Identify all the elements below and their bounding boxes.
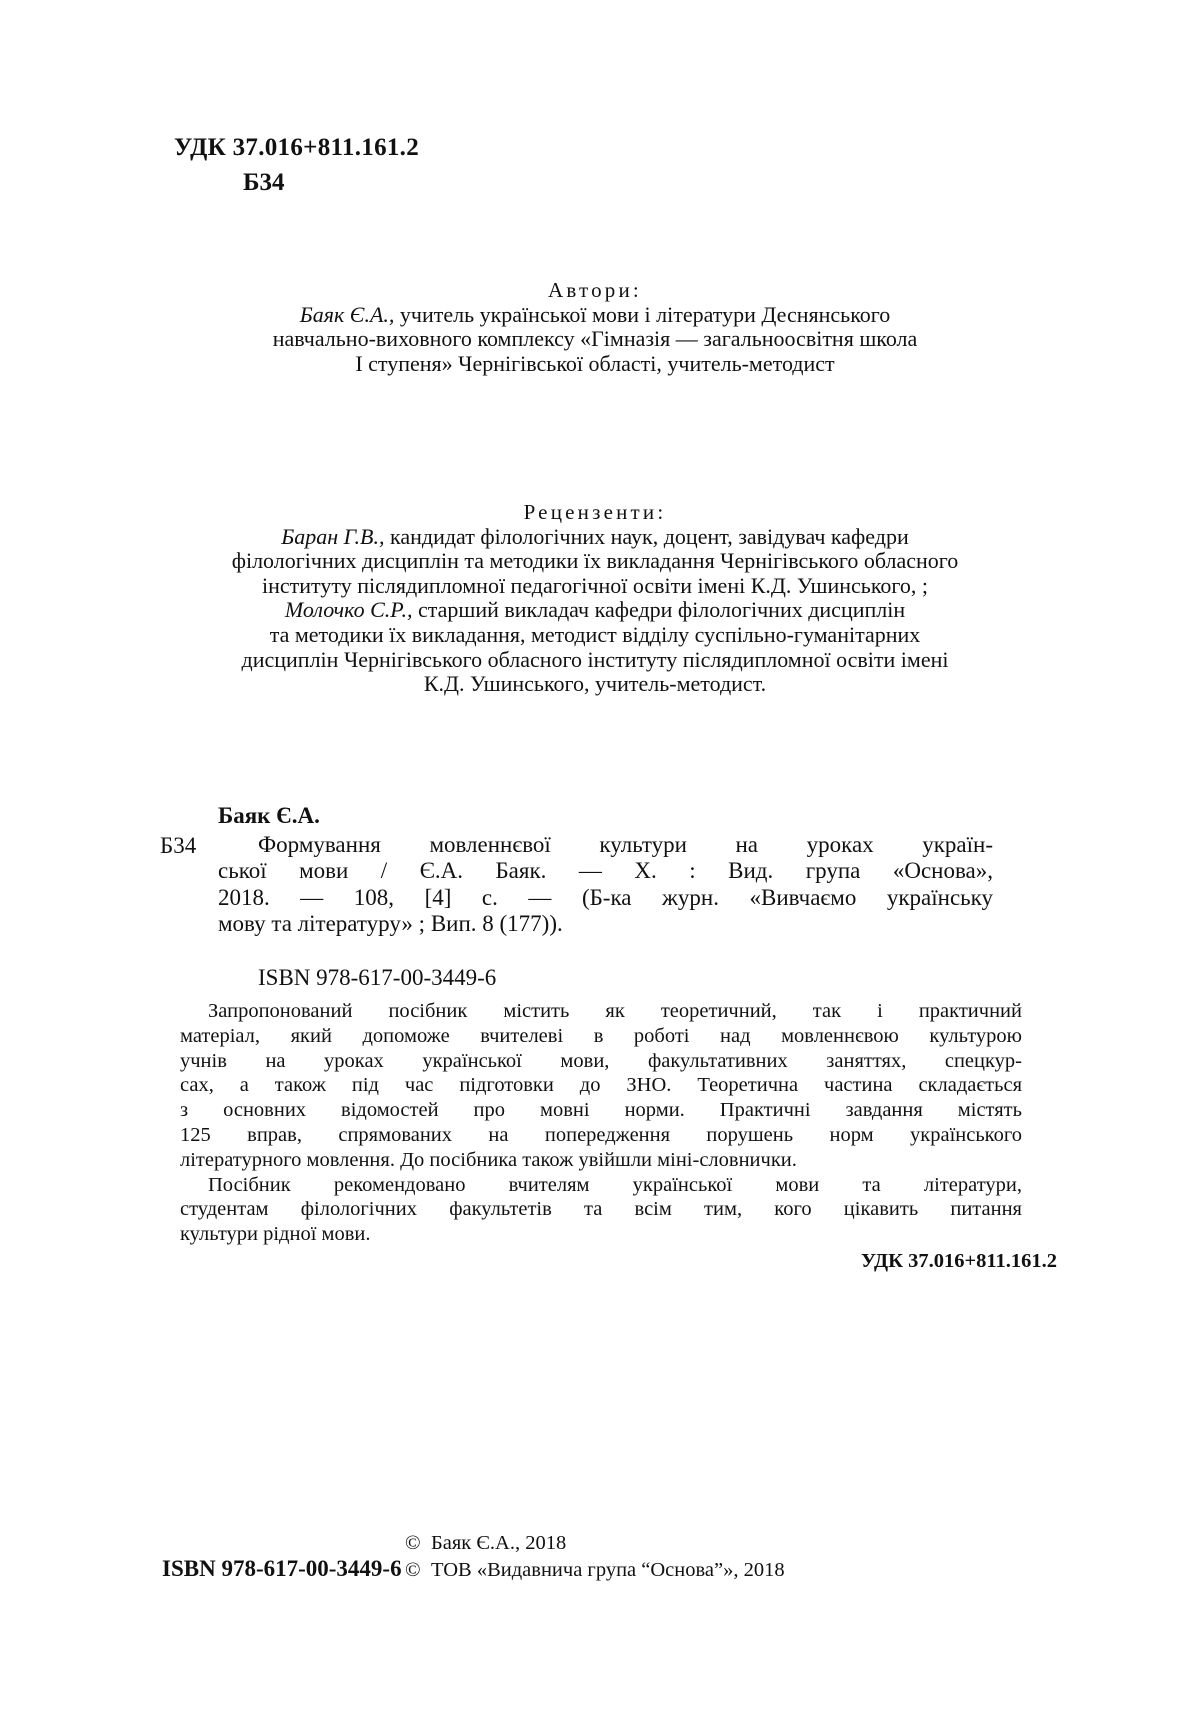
isbn-bottom: ISBN 978-617-00-3449-6 (162, 1556, 402, 1581)
abstract-line: культури рідної мови. (180, 1223, 371, 1246)
reviewer-line: інституту післядипломної педагогічної освіти імені К.Д. Ушинського, ; (262, 572, 928, 598)
reviewer-description: старший викладач кафедри філологічних дисциплін (412, 597, 906, 623)
reviewer-name: Баран Г.В., (281, 523, 385, 549)
catalog-line: ської мови / Є.А. Баяк. — Х. : Вид. група «Основа», (218, 858, 993, 884)
abstract-line: Посібник рекомендовано вчителям української мови та літератури, (208, 1173, 1022, 1196)
author-line: I ступеня» Чернігівської області, учитель-методист (355, 350, 835, 376)
reviewer-line (160, 598, 1030, 623)
author-line (160, 303, 1030, 328)
author-mark-code: Б34 (243, 169, 285, 196)
copyright-icon: © (405, 1559, 421, 1581)
catalog-line: Формування мовленнєвої культури на уроках україн- (258, 832, 993, 857)
copyright-author (405, 1530, 566, 1556)
copyright-text: ТОВ «Видавнича група “Основа”», 2018 (431, 1559, 785, 1581)
reviewer-line: дисциплін Чернігівського обласного інституту післядипломної освіти імені (241, 646, 949, 672)
reviewer-line (160, 525, 1030, 550)
author-line: навчально-виховного комплексу «Гімназія — загальноосвітня школа (272, 326, 918, 352)
author-description: учитель української мови і літератури Деснянського (394, 301, 891, 327)
reviewer-line: філологічних дисциплін та методики їх викладання Чернігівського обласного (231, 548, 959, 574)
catalog-entry (218, 832, 993, 938)
abstract-line: літературного мовлення. До посібника також увійшли міні-словнички. (180, 1148, 797, 1171)
reviewers-section (160, 500, 1030, 697)
catalog-author: Баяк Є.А. (218, 803, 320, 828)
abstract-line: матеріал, який допоможе вчителеві в роботі над мовленнєвою культурою (180, 1024, 1022, 1047)
reviewer-description: кандидат філологічних наук, доцент, завідувач кафедри (384, 523, 909, 549)
authors-heading: Автори: (548, 278, 642, 302)
copyright-text: Баяк Є.А., 2018 (431, 1532, 567, 1554)
reviewers-heading: Рецензенти: (523, 500, 667, 524)
reviewer-line: К.Д. Ушинського, учитель-методист. (423, 671, 767, 697)
abstract-line: з основних відомостей про мовні норми. Практичні завдання містять (180, 1099, 1022, 1122)
reviewer-line: та методики їх викладання, методист відділу суспільно-гуманітарних (269, 621, 921, 647)
catalog-isbn: ISBN 978-617-00-3449-6 (258, 965, 497, 990)
abstract-line: студентам філологічних факультетів та всім тим, кого цікавить питання (180, 1198, 1022, 1221)
abstract-line: Запропонований посібник містить як теоретичний, так і практичний (208, 1000, 1022, 1022)
abstract-line: сах, а також під час підготовки до ЗНО. Теоретична частина складається (180, 1074, 1022, 1097)
reviewer-name: Молочко С.Р., (284, 597, 413, 623)
udk-classification-bottom: УДК 37.016+811.161.2 (861, 1250, 1057, 1272)
copyright-icon: © (405, 1532, 421, 1554)
abstract-line: 125 вправ, спрямованих на попередження порушень норм українського (180, 1123, 1022, 1146)
abstract (180, 999, 1022, 1247)
abstract-line: учнів на уроках української мови, факультативних заняттях, спецкур- (180, 1049, 1022, 1072)
catalog-line: мову та літературу» ; Вип. 8 (177)). (218, 911, 563, 937)
authors-section (160, 278, 1030, 376)
author-name: Баяк Є.А., (299, 301, 395, 327)
catalog-line: 2018. — 108, [4] с. — (Б-ка журн. «Вивчаємо українську (218, 884, 993, 910)
udk-classification: УДК 37.016+811.161.2 (174, 134, 420, 161)
catalog-code: Б34 (160, 833, 197, 858)
copyright-publisher (405, 1557, 785, 1583)
